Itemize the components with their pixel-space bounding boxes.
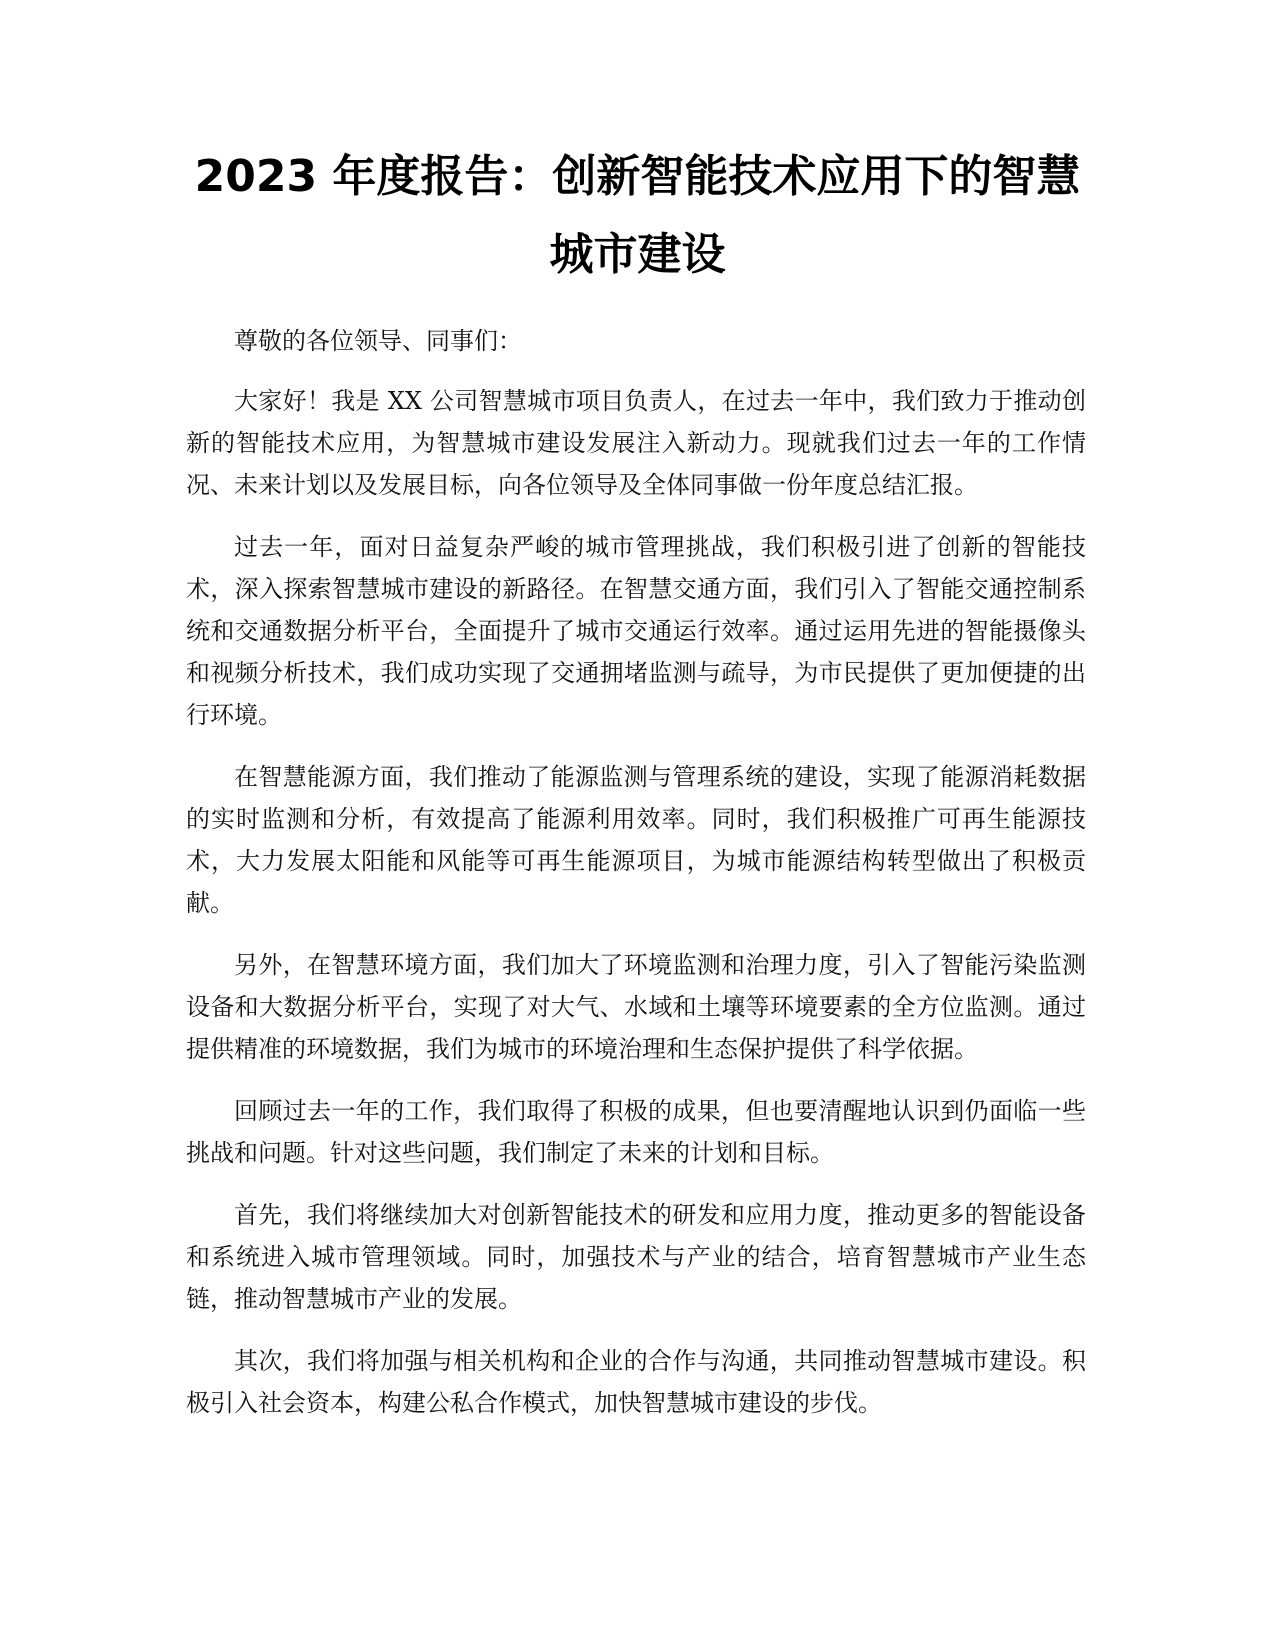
paragraph-review: 回顾过去一年的工作，我们取得了积极的成果，但也要清醒地认识到仍面临一些挑战和问题。针对这些问题，我们制定了未来的计划和目标。 <box>186 1097 1086 1167</box>
salutation: 尊敬的各位领导、同事们： <box>234 327 522 355</box>
paragraph-smart-environment: 另外，在智慧环境方面，我们加大了环境监测和治理力度，引入了智能污染监测设备和大数据分析平台，实现了对大气、水域和土壤等环境要素的全方位监测。通过提供精准的环境数据，我们为城市的环境治理和生态保护提供了科学依据。 <box>186 951 1086 1063</box>
title-line-1: 2023 年度报告：创新智能技术应用下的智慧 <box>194 151 1081 202</box>
document-body <box>186 320 1086 1444</box>
paragraph-greeting: 大家好！我是 XX 公司智慧城市项目负责人，在过去一年中，我们致力于推动创新的智能技术应用，为智慧城市建设发展注入新动力。现就我们过去一年的工作情况、未来计划以及发展目标，向各位领导及全体同事做一份年度总结汇报。 <box>186 387 1086 499</box>
document-title <box>180 138 1095 294</box>
paragraph-first-plan: 首先，我们将继续加大对创新智能技术的研发和应用力度，推动更多的智能设备和系统进入城市管理领域。同时，加强技术与产业的结合，培育智慧城市产业生态链，推动智慧城市产业的发展。 <box>186 1201 1086 1313</box>
paragraph-second-plan: 其次，我们将加强与相关机构和企业的合作与沟通，共同推动智慧城市建设。积极引入社会资本，构建公私合作模式，加快智慧城市建设的步伐。 <box>186 1347 1086 1417</box>
paragraph-smart-energy: 在智慧能源方面，我们推动了能源监测与管理系统的建设，实现了能源消耗数据的实时监测和分析，有效提高了能源利用效率。同时，我们积极推广可再生能源技术，大力发展太阳能和风能等可再生能源项目，为城市能源结构转型做出了积极贡献。 <box>186 763 1086 917</box>
title-line-2: 城市建设 <box>549 229 726 280</box>
paragraph-smart-traffic: 过去一年，面对日益复杂严峻的城市管理挑战，我们积极引进了创新的智能技术，深入探索智慧城市建设的新路径。在智慧交通方面，我们引入了智能交通控制系统和交通数据分析平台，全面提升了城市交通运行效率。通过运用先进的智能摄像头和视频分析技术，我们成功实现了交通拥堵监测与疏导，为市民提供了更加便捷的出行环境。 <box>186 533 1086 729</box>
